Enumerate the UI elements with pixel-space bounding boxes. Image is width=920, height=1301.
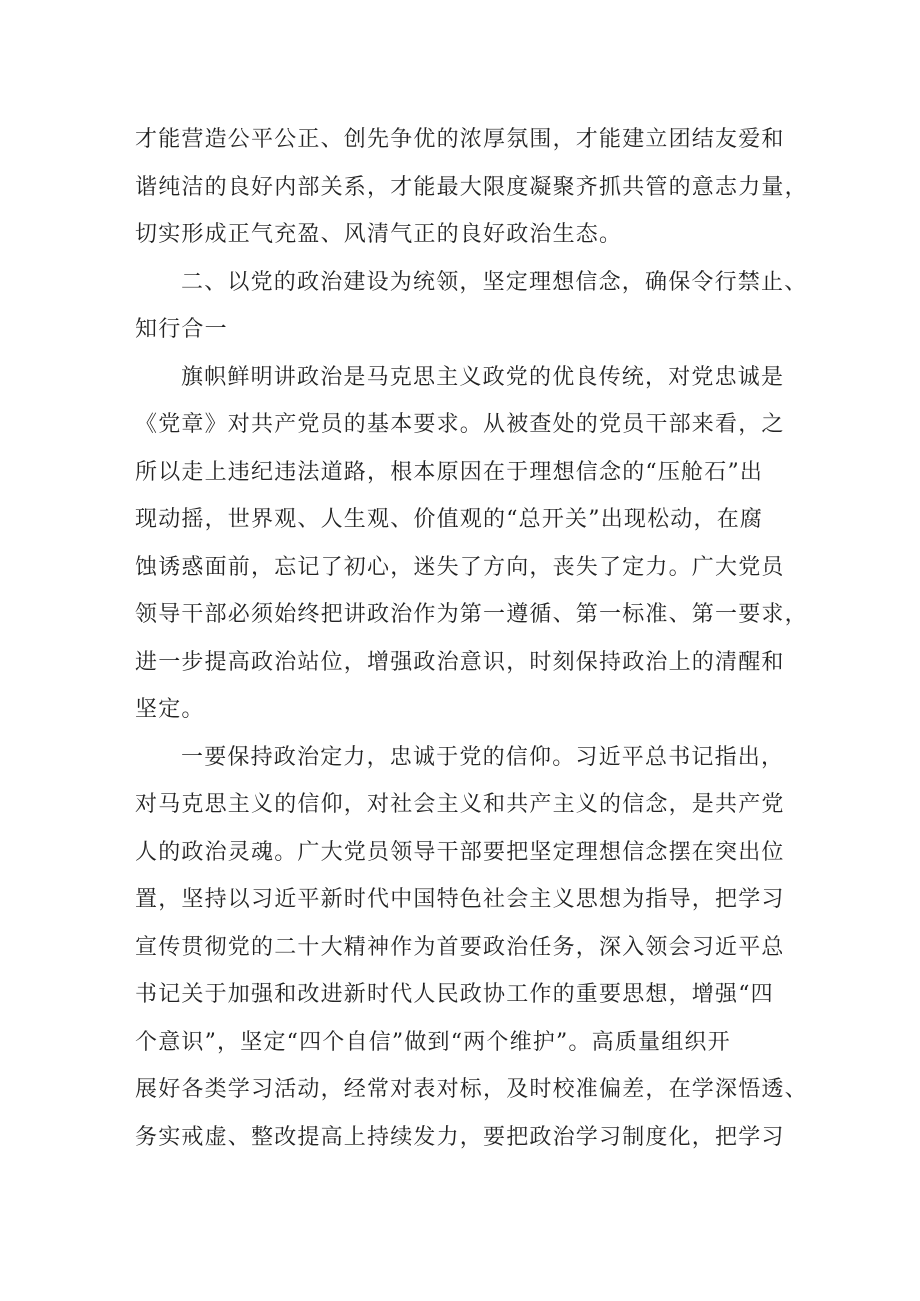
text-line: 所以走上违纪违法道路，根本原因在于理想信念的“压舱石”出 (135, 459, 764, 485)
text-line: 置，坚持以习近平新时代中国特色社会主义思想为指导，把学习 (135, 887, 785, 912)
text-line: 个意识”，坚定“四个自信”做到“两个维护”。高质量组织开 (135, 1029, 731, 1055)
section-heading-continued: 知行合一 (135, 317, 228, 342)
text-line: 人的政治灵魂。广大党员领导干部要把坚定理想信念摆在突出位 (135, 839, 785, 865)
text-line: 领导干部必须始终把讲政治作为第一遵循、第一标准、第一要求， (135, 602, 808, 627)
text-line: 宣传贯彻党的二十大精神作为首要政治任务，深入领会习近平总 (135, 934, 785, 960)
paragraph-start: 一要保持政治定力，忠诚于党的信仰。习近平总书记指出， (181, 744, 785, 770)
text-line: 谐纯洁的良好内部关系，才能最大限度凝聚齐抓共管的意志力量， (135, 174, 808, 200)
text-line: 对马克思主义的信仰，对社会主义和共产主义的信念，是共产党 (135, 792, 785, 817)
text-line: 蚀诱惑面前，忘记了初心，迷失了方向，丧失了定力。广大党员 (135, 554, 785, 580)
text-line: 现动摇，世界观、人生观、价值观的“总开关”出现松动，在腐 (135, 507, 764, 532)
body-text (135, 116, 808, 1161)
section-heading: 二、以党的政治建设为统领，坚定理想信念，确保令行禁止、 (181, 269, 808, 295)
text-line: 坚定。 (135, 697, 205, 722)
text-line: 才能营造公平公正、创先争优的浓厚氛围，才能建立团结友爱和 (135, 127, 785, 152)
text-line: 书记关于加强和改进新时代人民政协工作的重要思想，增强“四 (135, 982, 774, 1007)
text-line: 《党章》对共产党员的基本要求。从被查处的党员干部来看，之 (135, 412, 785, 437)
text-line: 切实形成正气充盈、风清气正的良好政治生态。 (135, 222, 623, 247)
text-line: 务实戒虚、整改提高上持续发力，要把政治学习制度化，把学习 (135, 1124, 785, 1150)
paragraph-start: 旗帜鲜明讲政治是马克思主义政党的优良传统，对党忠诚是 (181, 364, 785, 390)
text-line: 进一步提高政治站位，增强政治意识，时刻保持政治上的清醒和 (135, 649, 785, 675)
text-line: 展好各类学习活动，经常对表对标，及时校准偏差，在学深悟透、 (135, 1077, 808, 1102)
